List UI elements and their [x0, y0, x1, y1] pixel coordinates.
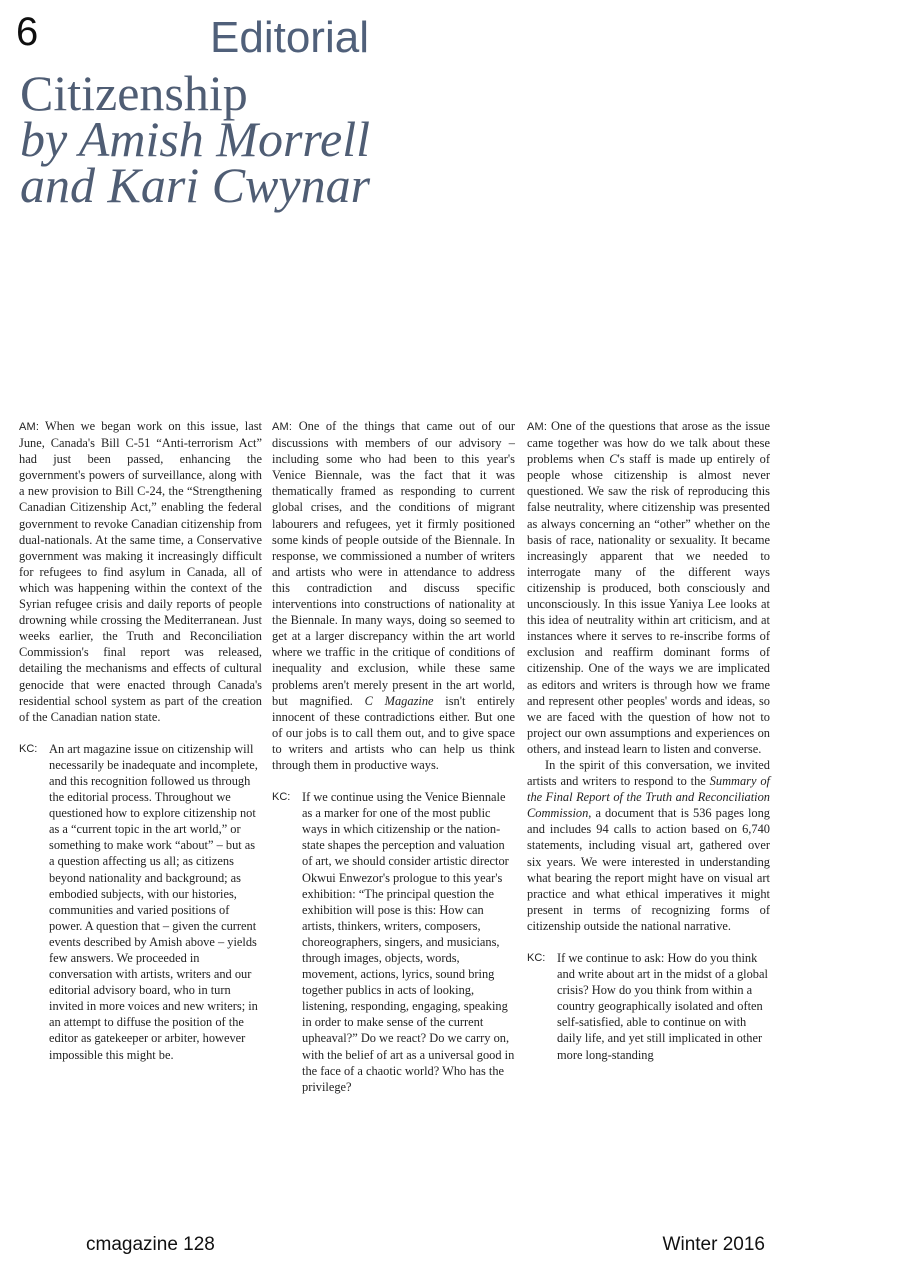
- paragraph-text: If we continue using the Venice Biennale as a marker for one of the most public ways in which citizenship or the nation-state shapes the perception and valuation of art, we should consider artistic director Okwui Enwezor's prologue to this year's exhibition: “The principal question the exhibition will pose is this: How can artists, thinkers, writers, composers, choreographers, singers, and musicians, through images, objects, words, movement, actions, lyrics, sound bring together publics in acts of looking, listening, responding, engaging, speaking in order to make sense of the current upheaval?” Do we react? Do we carry on, with the belief of art as a universal good in the face of a chaotic world? Who has the privilege?: [302, 790, 515, 1094]
- paragraph-text: An art magazine issue on citizenship will necessarily be inadequate and incomplete, and this recognition followed us through the editorial process. Throughout we questioned how to explore citizenship not as a “current topic in the art world,” or something to make work “about” – but as a question affecting us all; as citizens beyond nationality and background; as embodied subjects, with our histories, communities and varied positions of power. A question that – given the current events described by Amish above – yields few answers. We proceeded in conversation with artists, writers and our editorial advisory board, who in turn invited in more voices and new writers; in an attempt to diffuse the position of the editor as gatekeeper or arbiter, however impossible this might be.: [49, 741, 258, 1062]
- byline-line-1: by Amish Morrell: [20, 111, 370, 167]
- paragraph-text: isn't entirely innocent of these contradictions either. But one of our jobs is to call them out, and to give space to writers and artists who can help us think through them in productive ways.: [272, 693, 515, 772]
- byline-line-2: and Kari Cwynar: [20, 157, 371, 213]
- kc-entry: [527, 950, 770, 1063]
- paragraph-text: In the spirit of this conversation, we invited artists and writers to respond to the: [527, 757, 770, 789]
- column-2: [272, 418, 515, 1095]
- article-title: [20, 65, 371, 213]
- page-number: 6: [16, 10, 39, 54]
- speaker-label: KC:: [272, 791, 291, 804]
- section-title: Editorial: [210, 13, 369, 62]
- paragraph-text: , a document that is 536 pages long and includes 94 calls to action based on 6,740 statements, including visual art, gathered over six years. We were interested in understanding what bearing the report might have on visual art practice and what ethical imperatives it might present in terms of recognizing forms of citizenship outside the national narrative.: [527, 806, 770, 933]
- speaker-label: AM:: [527, 421, 548, 433]
- magazine-initial: C: [609, 452, 618, 467]
- paragraph-text: If we continue to ask: How do you think and write about art in the midst of a global crisis? How do you think from within a country geographically isolated and often self-satisfied, able to continue on with daily life, and yet still implicated in other more long-standing: [557, 951, 768, 1062]
- report-title: Summary of the Final Report of the Truth and Reconciliation Commission: [527, 774, 770, 821]
- paragraph: [527, 757, 770, 934]
- speaker-label: KC:: [527, 952, 546, 964]
- kc-entry: [19, 741, 262, 1063]
- footer-issue: cmagazine 128: [86, 1234, 215, 1255]
- speaker-label: AM:: [19, 421, 40, 433]
- speaker-label: AM:: [272, 421, 293, 433]
- footer-date: Winter 2016: [662, 1234, 765, 1255]
- title-line: Citizenship: [20, 65, 248, 121]
- paragraph-text: One of the things that came out of our discussions with members of our advisory – including some who had been to this year's Venice Biennale, was the fact that it was thematically framed as responding to current global crises, and the conditions of migrant labourers and refugees, yet it firmly positioned some kinds of people outside of the Biennale. In response, we commissioned a number of writers and artists who were in attendance to address this contradiction and discuss specific interventions into constructions of nationality at the Biennale. In many ways, doing so seemed to get at a larger discrepancy within the art world where we traffic in the critique of conditions of inequality and exclusion, while these same problems aren't merely present in the art world, but magnified.: [272, 419, 515, 708]
- magazine-name: C Magazine: [364, 693, 434, 708]
- paragraph-text: One of the questions that arose as the issue came together was how do we talk about these problems when: [527, 419, 770, 467]
- column-1: [19, 418, 262, 1063]
- paragraph-text: 's staff is made up entirely of people whose citizenship is almost never questioned. We saw the risk of reproducing this false neutrality, where citizenship was presented as always concerning an “other” whether on the basis of race, nationality or sexuality. It became increasingly apparent that we needed to interrogate many of the different ways citizenship is produced, both consciously and unconsciously. In this issue Yaniya Lee looks at this idea of neutrality within art criticism, and at instances where it serves to re-inscribe forms of exclusion and reaffirm dominant forms of citizenship. One of the ways we are implicated as editors and writers is through how we frame and represent other peoples' words and ideas, so we are faced with the question of how not to project our own assumptions and experiences on others, and instead learn to listen and converse.: [527, 452, 770, 756]
- am-paragraph: [527, 418, 770, 757]
- speaker-label: KC:: [19, 742, 38, 755]
- am-paragraph: [272, 418, 515, 773]
- column-3: [527, 418, 770, 1063]
- kc-entry: [272, 789, 515, 1095]
- am-paragraph: [19, 418, 262, 725]
- paragraph-text: When we began work on this issue, last June, Canada's Bill C-51 “Anti-terrorism Act” had just been passed, enhancing the government's powers of surveillance, along with a new provision to Bill C-24, the “Strengthening Canadian Citizenship Act,” enabling the federal government to revoke Canadian citizenship from dual-nationals. At the same time, a Conservative government was making it increasingly difficult for refugees to find asylum in Canada, all of which was happening within the context of the Syrian refugee crisis and daily reports of people drowning while crossing the Mediterranean. Just weeks earlier, the Truth and Reconciliation Commission's final report was released, detailing the mechanisms and effects of cultural genocide that were enacted through Canada's residential school system as part of the creation of the Canadian nation state.: [19, 419, 262, 724]
